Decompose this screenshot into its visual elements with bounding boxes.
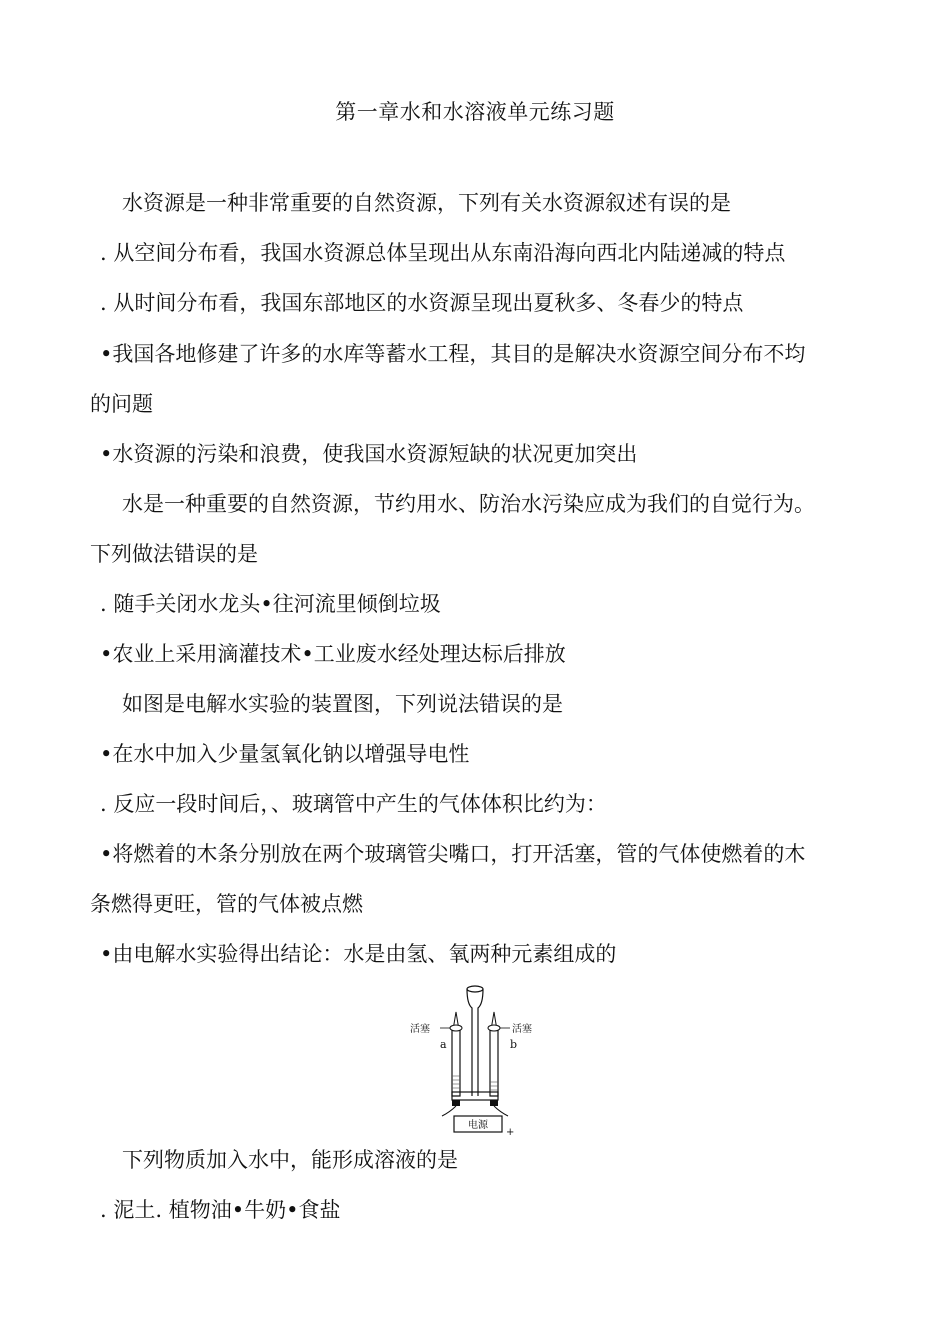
right-wire — [494, 1106, 508, 1116]
electrolysis-apparatus-figure — [400, 984, 560, 1136]
q3-stem: 如图是电解水实验的装置图，下列说法错误的是 — [122, 692, 563, 716]
q1-option-a: . 从空间分布看，我国水资源总体呈现出从东南沿海向西北内陆递减的特点 — [100, 241, 786, 265]
funnel-body — [467, 989, 483, 1096]
page-title: 第一章水和水溶液单元练习题 — [335, 100, 615, 124]
q2-stem-line1: 水是一种重要的自然资源，节约用水、防治水污染应成为我们的自觉行为。 — [122, 492, 815, 516]
q1-option-c-line2: 的问题 — [90, 392, 153, 416]
right-valve — [488, 1025, 500, 1031]
q3-option-b: . 反应一段时间后，、玻璃管中产生的气体体积比约为： — [100, 792, 607, 816]
tube-a-label: a — [440, 1038, 447, 1051]
funnel-rim — [467, 986, 483, 992]
water-level — [452, 1076, 498, 1090]
q3-option-c-line2: 条燃得更旺，管的气体被点燃 — [90, 892, 363, 916]
q3-option-d: •由电解水实验得出结论：水是由氢、氧两种元素组成的 — [100, 942, 617, 966]
q1-option-c-line1: •我国各地修建了许多的水库等蓄水工程，其目的是解决水资源空间分布不均 — [100, 342, 806, 366]
tube-b-label: b — [510, 1038, 518, 1051]
plus-terminal-label: + — [506, 1127, 515, 1136]
q2-options-ab: . 随手关闭水龙头•往河流里倾倒垃圾 — [100, 592, 441, 616]
q4-stem: 下列物质加入水中，能形成溶液的是 — [122, 1148, 458, 1172]
q4-options: . 泥土. 植物油•牛奶•食盐 — [100, 1198, 341, 1222]
left-tube — [452, 1030, 460, 1096]
q2-stem-line2: 下列做法错误的是 — [90, 542, 258, 566]
left-valve — [450, 1025, 462, 1031]
left-electrode — [452, 1100, 460, 1106]
right-electrode — [490, 1100, 498, 1106]
left-valve-label: 活塞 — [410, 1024, 430, 1035]
q1-stem: 水资源是一种非常重要的自然资源，下列有关水资源叙述有误的是 — [122, 191, 731, 215]
q1-option-b: . 从时间分布看，我国东部地区的水资源呈现出夏秋多、冬春少的特点 — [100, 291, 744, 315]
right-valve-label: 活塞 — [512, 1024, 532, 1035]
q1-option-d: •水资源的污染和浪费，使我国水资源短缺的状况更加突出 — [100, 442, 638, 466]
q3-option-c-line1: •将燃着的木条分别放在两个玻璃管尖嘴口，打开活塞，管的气体使燃着的木 — [100, 842, 806, 866]
q2-options-cd: •农业上采用滴灌技术•工业废水经处理达标后排放 — [100, 642, 566, 666]
left-wire — [442, 1106, 456, 1116]
q3-option-a: •在水中加入少量氢氧化钠以增强导电性 — [100, 742, 470, 766]
power-supply-label: 电源 — [468, 1120, 488, 1131]
